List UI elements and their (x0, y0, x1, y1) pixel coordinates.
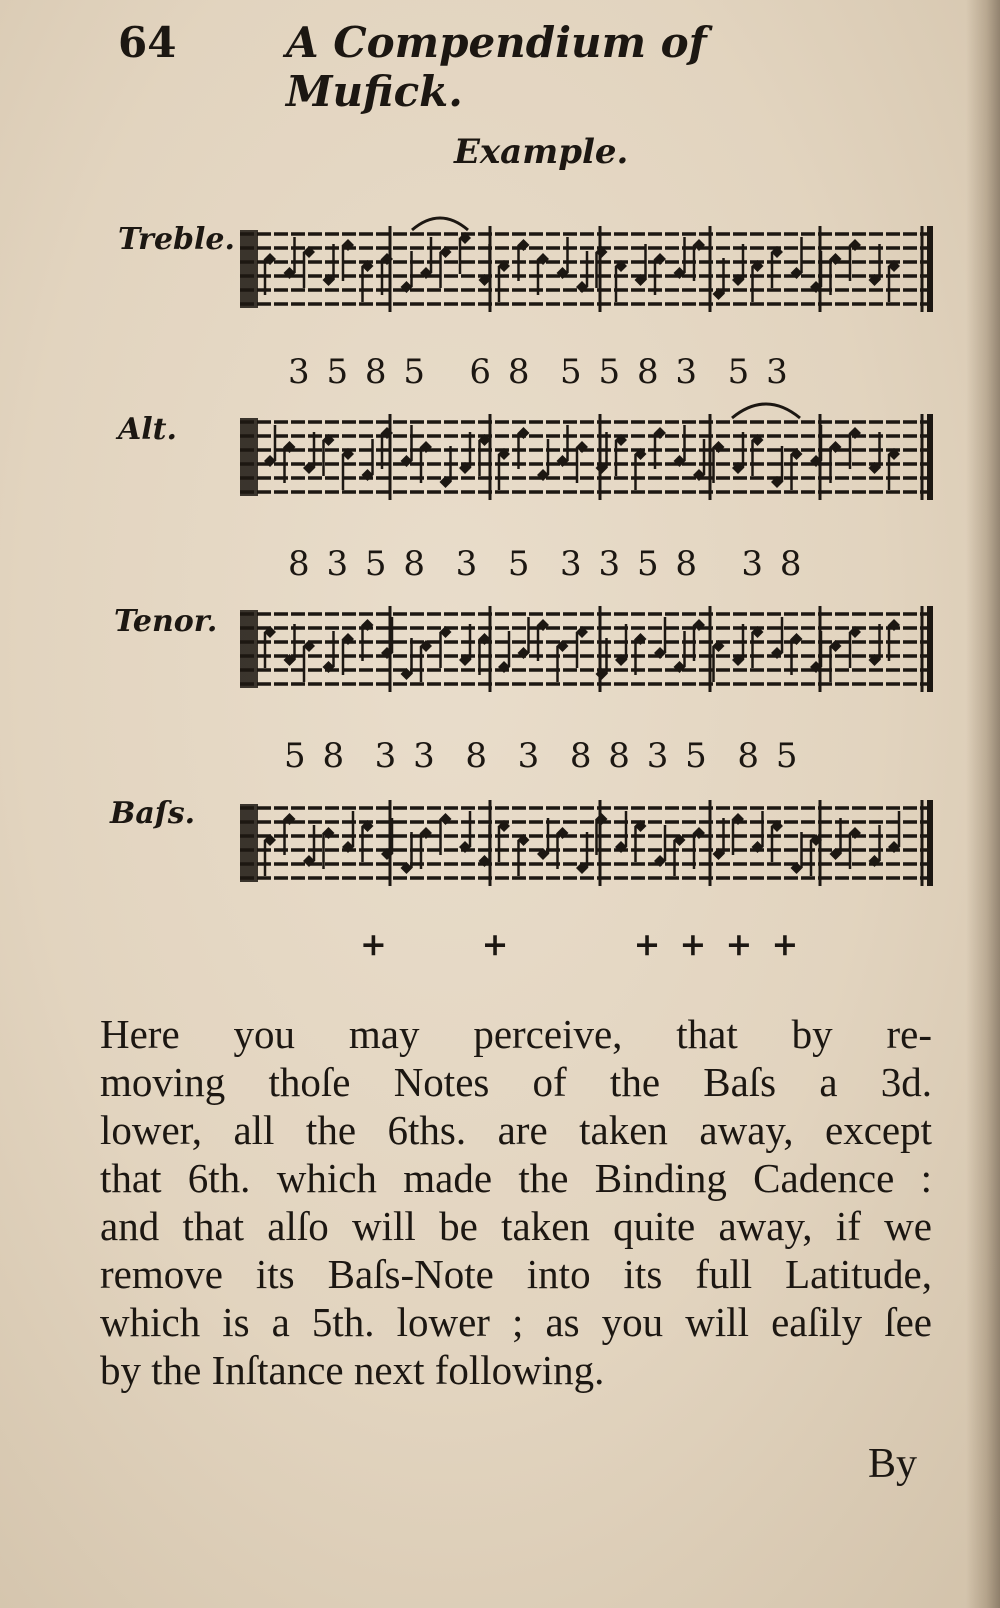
clef-icon (240, 610, 258, 688)
body-paragraph (100, 1010, 932, 1394)
text-line: Here you may perceive, that by re- (100, 1011, 932, 1057)
treble-staff (240, 222, 940, 322)
voice-label-alt: Alt. (118, 412, 177, 447)
figures-under-alt: 8 3 5 8 3 5 3 3 5 8 3 8 (288, 544, 805, 584)
cross-marks: + + + + + + (360, 925, 803, 963)
text-line: that 6th. which made the Binding Cadence : (100, 1155, 932, 1201)
clef-icon (240, 418, 258, 496)
text-line: lower, all the 6ths. are taken away, except (100, 1107, 932, 1153)
page-number: 64 (118, 18, 177, 67)
voice-label-treble: Treble. (118, 222, 235, 257)
page-edge-shadow (966, 0, 1000, 1608)
figures-under-tenor: 5 8 3 3 8 3 8 8 3 5 8 5 (284, 736, 801, 776)
text-line: which is a 5th. lower ; as you will eaſily ſee (100, 1299, 932, 1345)
page-header (118, 12, 878, 116)
text-line: moving thoſe Notes of the Baſs a 3d. (100, 1059, 932, 1105)
text-line: remove its Baſs-Note into its full Latitude, (100, 1251, 932, 1297)
running-title: A Compendium of Mufick. (286, 18, 707, 116)
tie-arc (732, 404, 800, 418)
catchword: By (868, 1441, 918, 1487)
clef-icon (240, 230, 258, 308)
tie-arc (412, 218, 468, 230)
alt-staff (240, 410, 940, 510)
voice-label-tenor: Tenor. (114, 604, 218, 639)
text-line: by the Inſtance next following. (100, 1347, 605, 1393)
tenor-staff (240, 602, 940, 702)
example-title: Example. (454, 132, 629, 172)
figures-under-treble: 3 5 8 5 6 8 5 5 8 3 5 3 (288, 352, 791, 392)
text-line: and that alſo will be taken quite away, if we (100, 1203, 932, 1249)
clef-icon (240, 804, 258, 882)
bass-staff (240, 796, 940, 896)
voice-label-bass: Baſs. (110, 796, 196, 831)
